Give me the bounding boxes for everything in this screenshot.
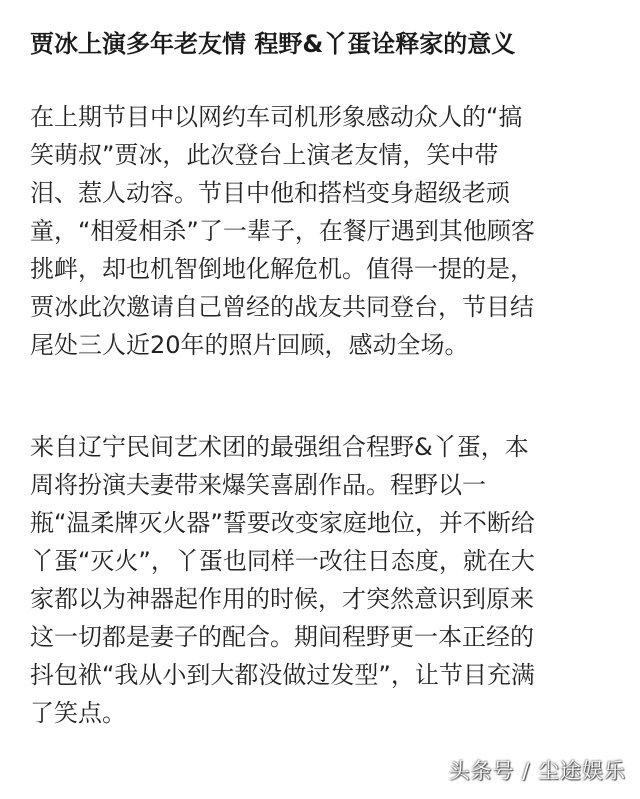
paragraph-line: 这一切都是妻子的配合。期间程野更一本正经的 [30, 623, 534, 651]
paragraph-2 [30, 428, 620, 732]
paragraph-line: 童，“相爱相杀”了一辈子，在餐厅遇到其他顾客 [30, 217, 535, 245]
paragraph-line: 来自辽宁民间艺术团的最强组合程野&丫蛋，本 [30, 433, 529, 461]
paragraph-line: 笑萌叔”贾冰，此次登台上演老友情，笑中带 [30, 141, 499, 169]
paragraph-line: 尾处三人近20年的照片回顾，感动全场。 [30, 331, 469, 359]
watermark: 头条号 / 尘途娱乐 [448, 759, 626, 783]
paragraph-line: 挑衅，却也机智倒地化解危机。值得一提的是， [30, 255, 534, 283]
paragraph-line: 了笑点。 [30, 699, 126, 727]
paragraph-line: 瓶“温柔牌灭火器”誓要改变家庭地位，并不断给 [30, 509, 535, 537]
article-title: 贾冰上演多年老友情 程野&丫蛋诠释家的意义 [30, 30, 516, 58]
paragraph-line: 在上期节目中以网约车司机形象感动众人的“搞 [30, 103, 523, 131]
paragraph-line: 家都以为神器起作用的时候，才突然意识到原来 [30, 585, 534, 613]
paragraph-line: 贾冰此次邀请自己曾经的战友共同登台，节目结 [30, 293, 534, 321]
paragraph-line: 丫蛋“灭火”，丫蛋也同样一改往日态度，就在大 [30, 547, 535, 575]
paragraph-line: 周将扮演夫妻带来爆笑喜剧作品。程野以一 [30, 471, 486, 499]
paragraph-line: 抖包袱“我从小到大都没做过发型”，让节目充满 [30, 661, 535, 689]
paragraph-1 [30, 98, 620, 364]
paragraph-line: 泪、惹人动容。节目中他和搭档变身超级老顽 [30, 179, 510, 207]
